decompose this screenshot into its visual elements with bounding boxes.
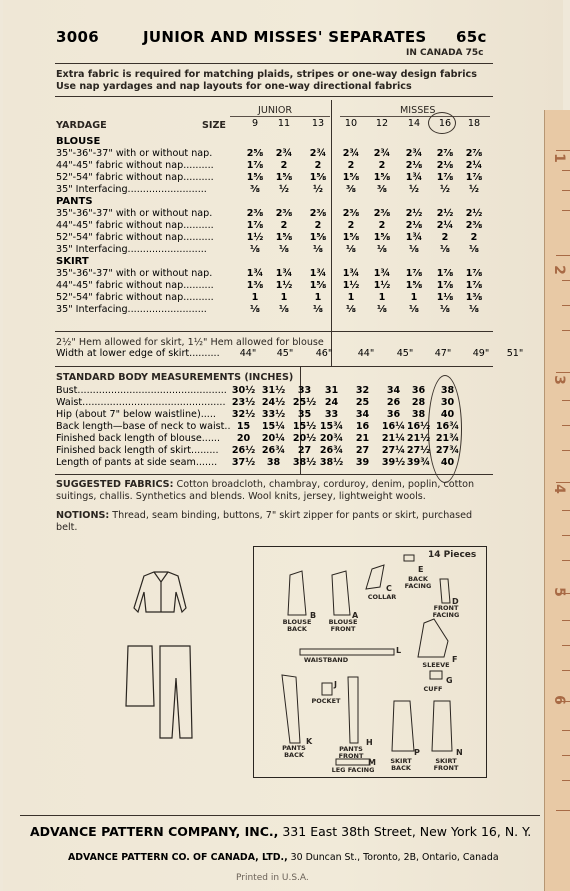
- table-row: 35" Interfacing.......................... ⅜ ½ ½ ⅜ ⅜ ½ ½ ½: [56, 184, 479, 195]
- table-row: Waist............................................... 23½ 24½ 25½ 24 25 26 28 30: [56, 397, 455, 408]
- note-line-2: Use nap yardages and nap layouts for one-way directional fabrics: [56, 81, 412, 92]
- ruler-mark: 6: [551, 695, 568, 705]
- table-row: Length of pants at side seam....... 37½ 38 38½ 38½ 39 39½ 39¾ 40: [56, 457, 455, 468]
- pieces-count: 14 Pieces: [428, 550, 477, 560]
- front-facing-piece: [440, 579, 450, 603]
- blouse-back-label: BLOUSE BACK: [282, 618, 312, 633]
- measurements-heading: STANDARD BODY MEASUREMENTS (INCHES): [56, 372, 294, 383]
- junior-heading: JUNIOR: [258, 105, 293, 116]
- note-line-1: Extra fabric is required for matching plaids, stripes or one-way design fabrics: [56, 69, 477, 80]
- table-row: 35" Interfacing.......................... ⅛ ⅛ ⅛ ⅛ ⅛ ⅛ ⅛ ⅛: [56, 304, 479, 315]
- measurements-table: [56, 385, 497, 481]
- size-row: 9 11 13 10 12 14 16 18: [251, 118, 481, 129]
- pants-back-piece: [282, 675, 300, 743]
- back-facing-piece: [404, 555, 414, 561]
- pocket-label: POCKET: [311, 697, 341, 705]
- width-table: [56, 348, 530, 360]
- divider: [55, 366, 493, 367]
- pocket-piece: [322, 683, 332, 695]
- blouse-front-letter: A: [352, 611, 359, 620]
- waistband-label: WAISTBAND: [303, 656, 349, 664]
- blouse-front-label: BLOUSE FRONT: [328, 618, 358, 633]
- pants-front-letter: H: [366, 738, 373, 747]
- yardage-label: YARDAGE: [56, 120, 107, 131]
- pants-back-letter: K: [306, 737, 313, 746]
- garment-sketch: [116, 568, 206, 743]
- canada-price: IN CANADA 75c: [406, 48, 484, 58]
- collar-piece: [366, 565, 384, 589]
- skirt-front-label: SKIRT FRONT: [433, 757, 459, 772]
- divider: [55, 96, 493, 97]
- measuring-tape: [544, 110, 570, 891]
- divider: [55, 63, 493, 64]
- divider: [20, 815, 540, 816]
- back-facing-letter: E: [418, 565, 424, 574]
- table-row: 35" Interfacing.......................... ⅛ ⅛ ⅛ ⅛ ⅛ ⅛ ⅛ ⅛: [56, 244, 479, 255]
- table-row: 52"-54" fabric without nap.......... 1 1 1 1 1 1 1⅛ 1⅜: [56, 292, 483, 303]
- sleeve-piece: [418, 619, 448, 657]
- table-row: 44"-45" fabric without nap.......... 1⅞ 2 2 2 2 2⅛ 2¼ 2⅜: [56, 220, 483, 231]
- table-row: 35"-36"-37" with or without nap. 2⅜ 2⅜ 2⅜ 2⅜ 2⅜ 2½ 2½ 2½: [56, 208, 483, 219]
- ruler-mark: 2: [551, 265, 568, 275]
- table-row: Finished back length of blouse...... 20 20¼ 20½ 20¾ 21 21¼ 21½ 21¾: [56, 433, 460, 444]
- hem-note: 2½" Hem allowed for skirt, 1½" Hem allowed for blouse: [56, 337, 324, 348]
- section-pants: PANTS: [56, 196, 93, 207]
- misses-underline: [340, 116, 490, 117]
- blouse-back-piece: [288, 571, 306, 615]
- junior-underline: [230, 116, 330, 117]
- table-row: Hip (about 7" below waistline)..... 32½ 33½ 35 33 34 36 38 40: [56, 409, 455, 420]
- front-facing-letter: D: [452, 597, 459, 606]
- misses-heading: MISSES: [400, 105, 436, 116]
- pants-back-label: PANTS BACK: [282, 744, 306, 759]
- price: 65c: [456, 28, 487, 46]
- pants-front-label: PANTS FRONT: [338, 745, 364, 760]
- section-skirt: SKIRT: [56, 256, 89, 267]
- skirt-front-piece: [432, 701, 452, 751]
- yardage-table: [56, 118, 518, 316]
- canada-company-line: ADVANCE PATTERN CO. OF CANADA, LTD., 30 Duncan St., Toronto, 2B, Ontario, Canada: [68, 852, 499, 863]
- cuff-piece: [430, 671, 442, 679]
- sleeve-letter: F: [452, 655, 458, 664]
- skirt-back-piece: [392, 701, 414, 751]
- skirt-front-letter: N: [456, 748, 463, 757]
- table-row: Finished back length of skirt......... 26½ 26¾ 27 26¾ 27 27¼ 27½ 27¾: [56, 445, 460, 456]
- pants-front-piece: [348, 677, 358, 743]
- table-row: Bust................................................. 30½ 31½ 33 31 32 34 36 38: [56, 385, 455, 396]
- pocket-letter: J: [334, 680, 337, 689]
- pattern-number: 3006: [56, 28, 99, 46]
- leg-facing-label: LEG FACING: [331, 766, 375, 774]
- section-blouse: BLOUSE: [56, 136, 101, 147]
- ruler-mark: 1: [551, 153, 568, 163]
- blouse-back-letter: B: [310, 611, 317, 620]
- divider: [55, 331, 493, 332]
- skirt-back-label: SKIRT BACK: [390, 757, 412, 772]
- table-row: 52"-54" fabric without nap.......... 1⅝ 1⅝ 1⅝ 1⅝ 1⅝ 1¾ 1⅞ 1⅞: [56, 172, 483, 183]
- collar-label: COLLAR: [367, 593, 397, 601]
- ruler-mark: 5: [551, 587, 568, 597]
- table-row: 44"-45" fabric without nap.......... 1⅞ 2 2 2 2 2⅛ 2⅛ 2¼: [56, 160, 483, 171]
- printed-in: Printed in U.S.A.: [236, 873, 309, 883]
- blouse-front-piece: [332, 571, 350, 615]
- cuff-letter: G: [446, 676, 453, 685]
- divider: [55, 474, 493, 475]
- table-row: 52"-54" fabric without nap.......... 1½ 1⅝ 1⅝ 1⅝ 1⅝ 1¾ 2 2: [56, 232, 478, 243]
- table-row: Width at lower edge of skirt.......... 44" 45" 46" 44" 45" 47" 49" 51": [56, 348, 524, 359]
- table-row: Back length—base of neck to waist.. 15 15¼ 15½ 15¾ 16 16¼ 16½ 16¾: [56, 421, 460, 432]
- back-facing-label: BACK FACING: [404, 575, 432, 590]
- waistband-letter: L: [396, 646, 402, 655]
- table-row: 35"-36"-37" with or without nap. 1¾ 1¾ 1¾ 1¾ 1¾ 1⅞ 1⅞ 1⅞: [56, 268, 483, 279]
- size-label: SIZE: [202, 120, 226, 131]
- table-row: 35"-36"-37" with or without nap. 2⅝ 2¾ 2¾ 2¾ 2¾ 2¾ 2⅞ 2⅞: [56, 148, 483, 159]
- sleeve-label: SLEEVE: [422, 661, 450, 669]
- ruler-mark: 4: [551, 484, 568, 494]
- cuff-label: CUFF: [423, 685, 443, 693]
- leg-facing-letter: M: [368, 758, 376, 767]
- skirt-back-letter: P: [414, 748, 420, 757]
- suggested-fabrics: SUGGESTED FABRICS: Cotton broadcloth, chambray, corduroy, denim, poplin, cotton suitings, challis. Synthetics and blends. Wool knits, jersey, lightweight wools.: [56, 479, 475, 502]
- page-title: JUNIOR AND MISSES' SEPARATES: [143, 28, 427, 46]
- collar-letter: C: [386, 584, 392, 593]
- company-line: ADVANCE PATTERN COMPANY, INC., 331 East 38th Street, New York 16, N. Y.: [30, 824, 532, 839]
- ruler-mark: 3: [551, 375, 568, 385]
- front-facing-label: FRONT FACING: [432, 604, 460, 619]
- notions: NOTIONS: Thread, seam binding, buttons, 7" skirt zipper for pants or skirt, purchased belt.: [56, 510, 473, 533]
- waistband-piece: [300, 649, 394, 655]
- table-row: 44"-45" fabric without nap.......... 1⅜ 1½ 1⅝ 1½ 1½ 1⅝ 1⅞ 1⅞: [56, 280, 483, 291]
